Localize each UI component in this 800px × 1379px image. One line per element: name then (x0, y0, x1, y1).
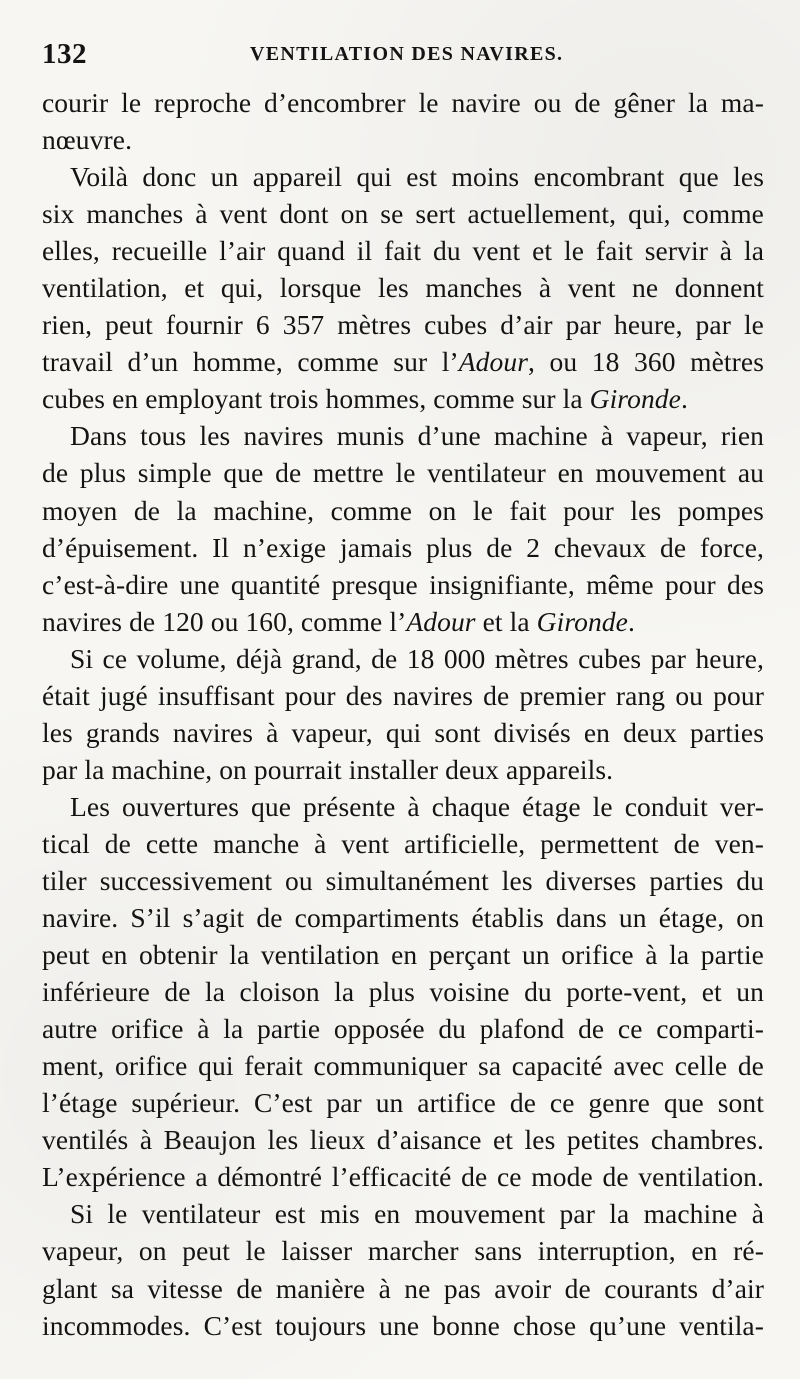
page-number: 132 (42, 38, 87, 70)
text-line: L’expérience a démontré l’efficacité de ce mode de ventilation. (42, 1161, 764, 1193)
text-line: autre orifice à la partie opposée du plafond de ce comparti- (42, 1013, 764, 1045)
text-line: glant sa vitesse de manière à ne pas avoir de courants d’air (42, 1272, 764, 1304)
text-line: six manches à vent dont on se sert actuellement, qui, comme (42, 198, 764, 230)
text-line: navire. S’il s’agit de compartiments établis dans un étage, on (42, 902, 764, 934)
text-line: tiler successivement ou simultanément les diverses parties du (42, 864, 764, 896)
paragraph-start-line: Si ce volume, déjà grand, de 18 000 mètres cubes par heure, (70, 642, 764, 674)
text-line: rien, peut fournir 6 357 mètres cubes d’air par heure, par le (42, 309, 764, 341)
italic-ship-name: Gironde (536, 605, 628, 637)
text-line: de plus simple que de mettre le ventilateur en mouvement au (42, 457, 764, 489)
paragraph-start-line: Si le ventilateur est mis en mouvement par la machine à (70, 1198, 764, 1230)
text-line: elles, recueille l’air quand il fait du vent et le fait servir à la (42, 235, 764, 267)
text-line: tical de cette manche à vent artificielle, permettent de ven- (42, 827, 764, 859)
body-text (42, 84, 764, 1344)
text-line: inférieure de la cloison la plus voisine du porte-vent, et un (42, 976, 764, 1008)
text-line: était jugé insuffisant pour des navires de premier rang ou pour (42, 679, 764, 711)
text-line: vapeur, on peut le laisser marcher sans interruption, en ré- (42, 1235, 764, 1267)
italic-ship-name: Gironde (589, 383, 681, 415)
paragraph-start-line: Dans tous les navires munis d’une machine à vapeur, rien (70, 420, 764, 452)
page-header (42, 38, 762, 78)
text-line: les grands navires à vapeur, qui sont divisés en deux parties (42, 716, 764, 748)
text-line: travail d’un homme, comme sur l’Adour, ou 18 360 mètres (42, 346, 764, 378)
text-line: c’est-à-dire une quantité presque insignifiante, même pour des (42, 568, 764, 600)
italic-ship-name: Adour (406, 605, 476, 637)
text-line: par la machine, on pourrait installer deux appareils. (42, 753, 614, 785)
running-head: VENTILATION DES NAVIRES. (250, 43, 564, 65)
text-line: cubes en employant trois hommes, comme sur la Gironde. (42, 383, 688, 415)
text-line: ment, orifice qui ferait communiquer sa capacité avec celle de (42, 1050, 764, 1082)
text-line: nœuvre. (42, 124, 133, 156)
text-line: ventilés à Beaujon les lieux d’aisance et les petites chambres. (42, 1124, 764, 1156)
paragraph-start-line: Les ouvertures que présente à chaque étage le conduit ver- (70, 790, 764, 822)
text-line: moyen de la machine, comme on le fait pour les pompes (42, 494, 764, 526)
text-line: courir le reproche d’encombrer le navire ou de gêner la ma- (42, 87, 764, 118)
text-line: d’épuisement. Il n’exige jamais plus de 2 chevaux de force, (42, 531, 764, 563)
text-line: l’étage supérieur. C’est par un artifice de ce genre que sont (42, 1087, 764, 1119)
text-line: ventilation, et qui, lorsque les manches à vent ne donnent (42, 272, 764, 304)
text-line: navires de 120 ou 160, comme l’Adour et la Gironde. (42, 605, 635, 637)
text-line: peut en obtenir la ventilation en perçant un orifice à la partie (42, 939, 764, 971)
text-line: incommodes. C’est toujours une bonne chose qu’une ventila- (42, 1309, 764, 1341)
paragraph-start-line: Voilà donc un appareil qui est moins encombrant que les (70, 161, 764, 193)
italic-ship-name: Adour (458, 346, 529, 378)
